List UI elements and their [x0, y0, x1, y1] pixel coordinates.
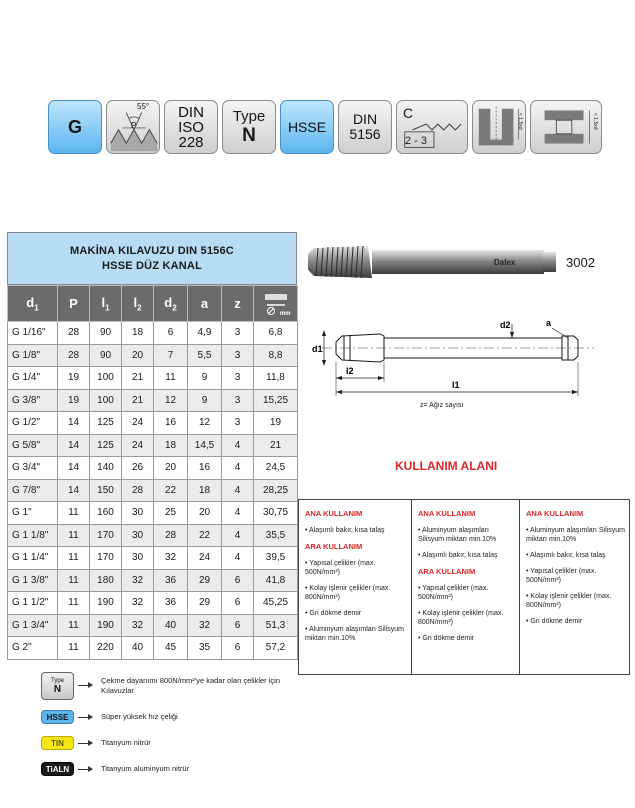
table-cell: 39,5 [254, 547, 298, 570]
legend-tialn-text: Titanyum aluminyum nitrür [101, 764, 190, 773]
table-cell: 4 [222, 524, 254, 547]
table-cell: 9 [188, 389, 222, 412]
table-row [8, 592, 298, 615]
legend-arrow-icon [78, 685, 92, 686]
usage-item: • Alaşımlı bakır, kısa talaş [526, 552, 606, 559]
table-cell: 40 [154, 614, 188, 637]
col-header-z: z [222, 286, 254, 322]
usage-column-3 [519, 500, 630, 674]
dim-d1: d1 [312, 344, 323, 354]
table-row [8, 434, 298, 457]
table-cell: 150 [90, 479, 122, 502]
table-cell: 22 [154, 479, 188, 502]
usage-item: • Kolay işlenir çelikler (max. 800N/mm²) [305, 585, 391, 601]
table-cell: 22 [188, 524, 222, 547]
table-cell: 16 [188, 457, 222, 480]
table-cell: 14,5 [188, 434, 222, 457]
table-cell: G 5/8" [8, 434, 58, 457]
usage-section-heading: ANA KULLANIM [526, 509, 584, 518]
table-cell: 14 [58, 412, 90, 435]
legend-tin-badge: TIN [41, 736, 74, 750]
usage-section-heading: ANA KULLANIM [418, 509, 476, 518]
through-hole-icon [531, 100, 601, 154]
col-header-a: a [188, 286, 222, 322]
table-cell: 32 [188, 614, 222, 637]
tap-technical-drawing [312, 312, 612, 402]
table-row [8, 502, 298, 525]
dim-l2: l2 [346, 366, 354, 376]
blind-hole-tolerance: < 1,5xd [517, 113, 523, 130]
table-row [8, 322, 298, 345]
thread-angle-label: 55° [137, 102, 150, 111]
table-cell: 3 [222, 389, 254, 412]
table-cell: 28 [122, 479, 154, 502]
through-hole-badge [530, 100, 602, 154]
table-row [8, 569, 298, 592]
table-cell: 3 [222, 412, 254, 435]
usage-item: • Gri dökme demir [305, 610, 362, 617]
table-cell: G 1 3/8" [8, 569, 58, 592]
table-cell: 36 [154, 569, 188, 592]
usage-item: • Alaşımlı bakır, kısa talaş [305, 527, 385, 534]
table-row [8, 389, 298, 412]
table-cell: 11 [58, 614, 90, 637]
table-row [8, 344, 298, 367]
usage-item: • Aluminyum alaşımları Silisyum miktarı min.10% [526, 527, 625, 543]
din-iso-line-1: DIN [178, 103, 204, 121]
table-cell: 4,9 [188, 322, 222, 345]
table-cell: 16 [154, 412, 188, 435]
table-cell: G 1/4" [8, 367, 58, 390]
usage-column-1 [299, 500, 411, 674]
col-header-d2: $d_2$ [154, 286, 188, 322]
table-cell: G 3/4" [8, 457, 58, 480]
legend-arrow-icon [78, 769, 92, 770]
legend-arrow-icon [78, 717, 92, 718]
table-cell: G 3/8" [8, 389, 58, 412]
table-cell: 25 [154, 502, 188, 525]
dim-d2: d2 [500, 320, 511, 330]
usage-section-heading: ARA KULLANIM [418, 567, 476, 576]
table-cell: 45,25 [254, 592, 298, 615]
table-cell: 11,8 [254, 367, 298, 390]
table-cell: 6 [222, 569, 254, 592]
legend-type-n-badge: Type N [41, 672, 74, 700]
legend-tialn-badge: TiALN [41, 762, 74, 776]
thread-angle-badge [106, 100, 160, 154]
table-cell: 30 [122, 502, 154, 525]
chamfer-range: 2 - 3 [405, 135, 428, 147]
din-5156-badge [338, 100, 392, 154]
thread-g-badge [48, 100, 102, 154]
col-header-d1: $d_1$ [8, 286, 58, 322]
table-cell: 90 [90, 344, 122, 367]
table-cell: 170 [90, 547, 122, 570]
table-cell: 35 [188, 637, 222, 660]
table-row [8, 637, 298, 660]
dim-l1: l1 [452, 380, 460, 390]
table-cell: 35,5 [254, 524, 298, 547]
type-n-badge [222, 100, 276, 154]
table-cell: 140 [90, 457, 122, 480]
din-5156-line-2: 5156 [349, 126, 381, 142]
table-cell: 3 [222, 367, 254, 390]
legend-type-n-text: Çekme dayanımı 800N/mm²'ye kadar olan çelikler için Kılavuzlar [101, 676, 281, 695]
usage-item: • Kolay işlenir çelikler (max. 800N/mm²) [526, 593, 612, 609]
usage-item: • Aluminyum alaşımları Silisyum miktarı min.10% [305, 626, 404, 642]
table-cell: 100 [90, 389, 122, 412]
table-cell: 4 [222, 457, 254, 480]
table-cell: G 1/8" [8, 344, 58, 367]
type-letter: N [242, 124, 256, 146]
table-cell: 30 [122, 547, 154, 570]
table-cell: 32 [154, 547, 188, 570]
usage-section-heading: ANA KULLANIM [305, 509, 363, 518]
table-cell: 90 [90, 322, 122, 345]
table-cell: 28 [58, 322, 90, 345]
table-cell: 24 [122, 434, 154, 457]
table-cell: 24,5 [254, 457, 298, 480]
table-cell: 11 [58, 637, 90, 660]
table-title-line-2: HSSE DÜZ KANAL [102, 259, 202, 272]
tap-product-image [306, 242, 558, 282]
table-cell: 220 [90, 637, 122, 660]
diameter-unit-label: mm [279, 310, 291, 317]
usage-item: • Yapısal çelikler (max. 500N/mm²) [526, 568, 597, 584]
hsse-badge [280, 100, 334, 154]
hsse-label: HSSE [287, 118, 327, 135]
legend-hsse-badge: HSSE [41, 710, 74, 724]
usage-section-heading: ARA KULLANIM [305, 542, 363, 551]
table-cell: 6 [222, 592, 254, 615]
table-cell: 29 [188, 592, 222, 615]
table-cell: 19 [254, 412, 298, 435]
blind-hole-badge [472, 100, 526, 154]
pitch-symbol: P [131, 121, 137, 130]
table-cell: 21 [254, 434, 298, 457]
table-cell: 11 [58, 569, 90, 592]
col-header-p: P [58, 286, 90, 322]
table-cell: 12 [188, 412, 222, 435]
dim-a: a [546, 318, 552, 328]
table-cell: 8,8 [254, 344, 298, 367]
usage-item: • Gri dökme demir [526, 618, 583, 625]
legend-hsse-text: Süper yüksek hız çeliği [101, 712, 178, 721]
table-cell: 11 [58, 524, 90, 547]
through-hole-tolerance: < 1,5xd [592, 113, 598, 130]
table-row [8, 547, 298, 570]
table-cell: 15,25 [254, 389, 298, 412]
type-word: Type [232, 107, 266, 125]
table-cell: 21 [122, 367, 154, 390]
table-cell: G 1 1/4" [8, 547, 58, 570]
table-cell: 41,8 [254, 569, 298, 592]
usage-item: • Aluminyum alaşımları Silisyum miktarı min.10% [418, 527, 497, 543]
din-iso-line-3: 228 [178, 133, 204, 151]
table-cell: 30,75 [254, 502, 298, 525]
table-cell: 20 [122, 344, 154, 367]
table-cell: 40 [122, 637, 154, 660]
table-cell: 6 [154, 322, 188, 345]
table-cell: 12 [154, 389, 188, 412]
table-cell: 160 [90, 502, 122, 525]
table-cell: 20 [154, 457, 188, 480]
din-iso-line-2: ISO [178, 118, 204, 136]
table-cell: 170 [90, 524, 122, 547]
table-cell: G 1 1/2" [8, 592, 58, 615]
table-cell: G 1/2" [8, 412, 58, 435]
table-cell: 11 [58, 547, 90, 570]
usage-item: • Alaşımlı bakır, kısa talaş [418, 552, 498, 559]
table-cell: 4 [222, 434, 254, 457]
table-header-row [8, 286, 298, 322]
table-cell: 9 [188, 367, 222, 390]
col-header-l1: $l_1$ [90, 286, 122, 322]
table-title-line-1: MAKİNA KILAVUZU DIN 5156C [70, 244, 234, 257]
table-cell: 4 [222, 547, 254, 570]
table-cell: 14 [58, 479, 90, 502]
table-cell: 32 [122, 569, 154, 592]
drill-diameter-icon [263, 291, 289, 317]
table-cell: 21 [122, 389, 154, 412]
table-cell: 19 [58, 389, 90, 412]
table-cell: 190 [90, 614, 122, 637]
table-cell: 28 [58, 344, 90, 367]
table-cell: G 1 3/4" [8, 614, 58, 637]
spec-table [7, 232, 297, 660]
table-cell: 125 [90, 412, 122, 435]
usage-column-2 [411, 500, 519, 674]
table-cell: 29 [188, 569, 222, 592]
table-cell: 11 [58, 502, 90, 525]
table-cell: 125 [90, 434, 122, 457]
table-title-block [7, 232, 297, 285]
table-cell: 28,25 [254, 479, 298, 502]
table-cell: 14 [58, 434, 90, 457]
chamfer-badge [396, 100, 468, 154]
table-cell: 45 [154, 637, 188, 660]
table-cell: 6 [222, 637, 254, 660]
table-cell: 36 [154, 592, 188, 615]
usage-item: • Gri dökme demir [418, 635, 475, 642]
table-cell: 6,8 [254, 322, 298, 345]
table-row [8, 412, 298, 435]
table-cell: 24 [188, 547, 222, 570]
table-cell: 28 [154, 524, 188, 547]
table-cell: G 1/16" [8, 322, 58, 345]
table-cell: 19 [58, 367, 90, 390]
table-cell: 100 [90, 367, 122, 390]
table-cell: 6 [222, 614, 254, 637]
table-cell: 26 [122, 457, 154, 480]
table-cell: 4 [222, 502, 254, 525]
table-cell: 5,5 [188, 344, 222, 367]
table-cell: 7 [154, 344, 188, 367]
usage-title: KULLANIM ALANI [395, 459, 498, 473]
table-cell: 18 [154, 434, 188, 457]
table-cell: 20 [188, 502, 222, 525]
table-row [8, 614, 298, 637]
table-cell: G 7/8" [8, 479, 58, 502]
flute-count-note: z= Ağız sayısı [420, 402, 464, 409]
usage-item: • Yapısal çelikler (max. 500N/mm²) [305, 560, 376, 576]
table-cell: 51,3 [254, 614, 298, 637]
table-cell: 57,2 [254, 637, 298, 660]
table-cell: 32 [122, 592, 154, 615]
chamfer-letter: C [403, 105, 414, 121]
spec-table-grid [7, 285, 298, 660]
table-cell: 30 [122, 524, 154, 547]
table-row [8, 457, 298, 480]
table-cell: 14 [58, 457, 90, 480]
table-cell: G 1" [8, 502, 58, 525]
usage-box [298, 499, 630, 675]
table-cell: 3 [222, 344, 254, 367]
din-iso-badge [164, 100, 218, 154]
legend-tin-text: Titanyum nitrür [101, 738, 151, 747]
thread-g-label: G [67, 116, 82, 137]
table-cell: 18 [122, 322, 154, 345]
col-header-l2: $l_2$ [122, 286, 154, 322]
table-cell: 190 [90, 592, 122, 615]
brand-text: Dalex [494, 258, 516, 267]
usage-item: • Yapısal çelikler (max. 500N/mm²) [418, 585, 489, 601]
table-cell: G 1 1/8" [8, 524, 58, 547]
table-row [8, 367, 298, 390]
product-code: 3002 [566, 255, 595, 270]
legend-arrow-icon [78, 743, 92, 744]
din-5156-line-1: DIN [352, 111, 378, 127]
col-header-diameter-mm [254, 286, 298, 322]
table-row [8, 524, 298, 547]
table-cell: 3 [222, 322, 254, 345]
table-cell: 24 [122, 412, 154, 435]
table-cell: 18 [188, 479, 222, 502]
table-cell: 180 [90, 569, 122, 592]
table-cell: 32 [122, 614, 154, 637]
table-cell: 4 [222, 479, 254, 502]
table-row [8, 479, 298, 502]
table-cell: 11 [154, 367, 188, 390]
table-cell: 11 [58, 592, 90, 615]
table-cell: G 2" [8, 637, 58, 660]
usage-item: • Kolay işlenir çelikler (max. 800N/mm²) [418, 610, 504, 626]
